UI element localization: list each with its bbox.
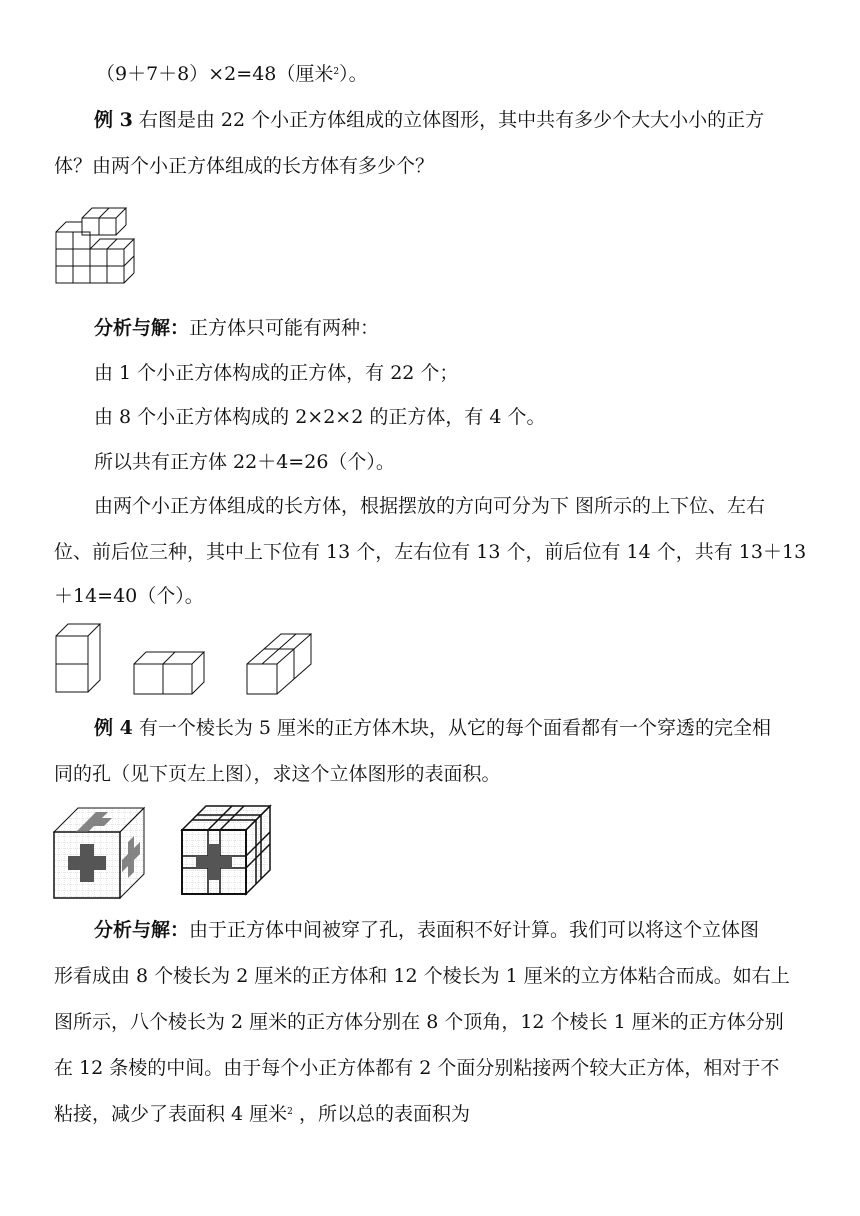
- cuboid-depth-figure: [245, 630, 317, 698]
- cuboid-vertical-figure: [54, 622, 104, 696]
- analysis-1-label: 分析与解：: [94, 317, 190, 339]
- cube-with-holes-figure: [52, 806, 146, 900]
- example-3-line2: [54, 154, 434, 178]
- analysis-1-text: 正方体只可能有两种：: [189, 317, 380, 339]
- analysis-line-c: 所以共有正方体 22＋4=26（个）。: [94, 451, 395, 473]
- formula-end: ）。: [339, 63, 368, 85]
- cuboid-horizontal-figure: [132, 650, 208, 698]
- text-line-formula: [96, 62, 368, 86]
- example-3-label: 例 3: [94, 109, 133, 131]
- analysis-line-b: 由 8 个小正方体构成的 2×2×2 的正方体，有 4 个。: [94, 406, 546, 428]
- superscript-2b: 2: [287, 1107, 293, 1117]
- analysis-line-f: ＋14=40（个）。: [54, 585, 204, 607]
- example-4-line1: [94, 716, 771, 740]
- analysis-j-end: ，所以总的表面积为: [292, 1103, 470, 1125]
- analysis-line-h: 图所示，八个棱长为 2 厘米的正方体分别在 8 个顶角，12 个棱长 1 厘米的正方体分别: [54, 1011, 784, 1033]
- superscript-2: 2: [333, 67, 340, 77]
- example-3-text2: 体？由两个小正方体组成的长方体有多少个？: [54, 155, 435, 177]
- example-4-line2: 同的孔（见下页左上图），求这个立体图形的表面积。: [54, 763, 501, 785]
- analysis-2-label: 分析与解：: [94, 919, 190, 941]
- analysis-line-e: 位、前后位三种，其中上下位有 13 个，左右位有 13 个，前后位有 14 个，共有 13＋13: [54, 541, 807, 563]
- cube-stack-figure: [54, 196, 146, 288]
- analysis-line-d: 由两个小正方体组成的长方体，根据摆放的方向可分为下 图所示的上下位、左右: [94, 495, 766, 517]
- analysis-2-line: [94, 918, 759, 942]
- example-3-line1: [94, 108, 764, 132]
- formula-text: （9＋7＋8）×2=48（厘米: [96, 63, 334, 85]
- example-3-text: 右图是由 22 个小正方体组成的立体图形，其中共有多少个大大小小的正方: [132, 109, 765, 131]
- example-4-text: 有一个棱长为 5 厘米的正方体木块，从它的每个面看都有一个穿透的完全相: [132, 717, 772, 739]
- example-4-label: 例 4: [94, 717, 133, 739]
- analysis-j-text: 粘接，减少了表面积 4 厘米: [54, 1103, 288, 1125]
- analysis-line-a: 由 1 个小正方体构成的正方体，有 22 个；: [94, 362, 459, 384]
- analysis-line-g: 形看成由 8 个棱长为 2 厘米的正方体和 12 个棱长为 1 厘米的立方体粘合而成。如右上: [54, 965, 790, 987]
- analysis-2-text: 由于正方体中间被穿了孔，表面积不好计算。我们可以将这个立体图: [189, 919, 760, 941]
- cube-decomposed-figure: [180, 804, 272, 898]
- analysis-line-j: [54, 1102, 470, 1126]
- analysis-1-line: [94, 316, 379, 340]
- analysis-line-i: 在 12 条棱的中间。由于每个小正方体都有 2 个面分别粘接两个较大正方体，相对于不: [54, 1057, 780, 1079]
